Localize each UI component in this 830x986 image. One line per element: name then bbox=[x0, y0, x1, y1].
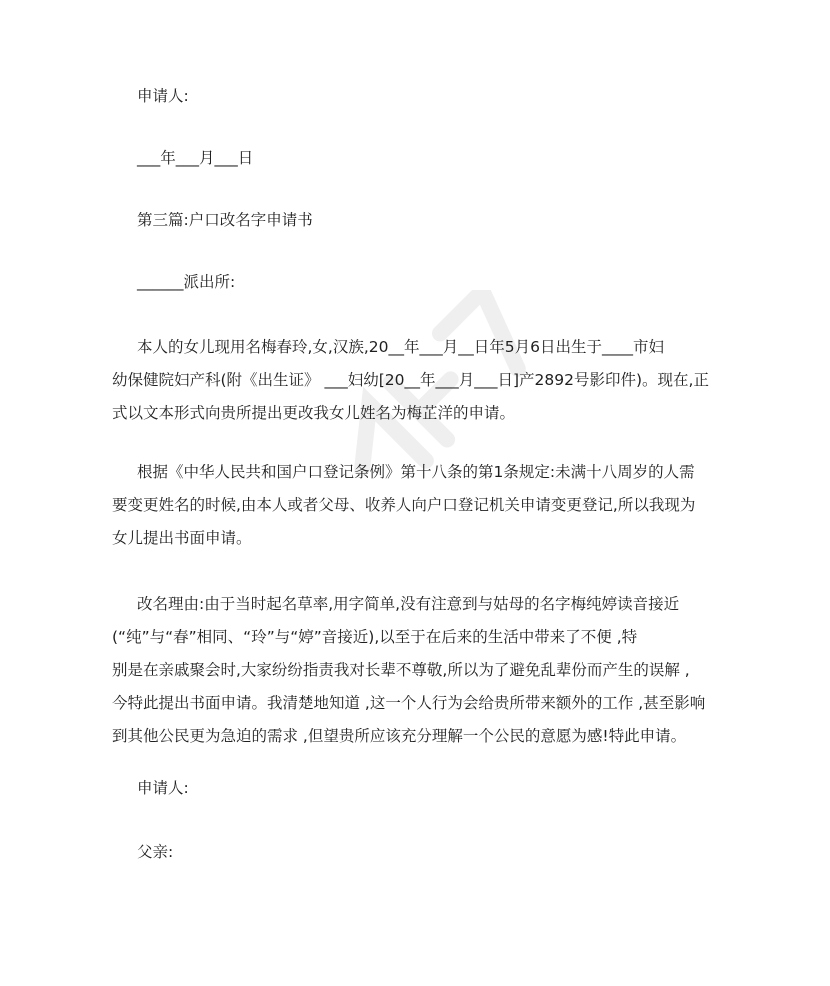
paragraph-line: (“纯”与“春”相同、“玲”与“婷”音接近),以至于在后来的生活中带来了不便 ,特 bbox=[112, 628, 638, 646]
applicant-label-top: 申请人: bbox=[137, 87, 189, 105]
father-label: 父亲: bbox=[137, 843, 174, 861]
paragraph-birth-info bbox=[112, 331, 724, 430]
paragraph-line: 女儿提出书面申请。 bbox=[112, 529, 252, 547]
paragraph-legal-basis bbox=[112, 456, 724, 555]
section-title: 第三篇:户口改名字申请书 bbox=[137, 211, 313, 229]
paragraph-line: 要变更姓名的时候,由本人或者父母、收养人向户口登记机关申请变更登记,所以我现为 bbox=[112, 496, 696, 514]
paragraph-line: 根据《中华人民共和国户口登记条例》第十八条的第1条规定:未满十八周岁的人需 bbox=[137, 463, 695, 481]
paragraph-line: 式以文本形式向贵所提出更改我女儿姓名为梅芷洋的申请。 bbox=[112, 404, 516, 422]
paragraph-line: 到其他公民更为急迫的需求 ,但望贵所应该充分理解一个公民的意愿为感!特此申请。 bbox=[112, 727, 687, 745]
police-station-line: ______派出所: bbox=[137, 273, 236, 291]
applicant-label-bottom: 申请人: bbox=[137, 779, 189, 797]
paragraph-line: 别是在亲戚聚会时,大家纷纷指责我对长辈不尊敬,所以为了避免乱辈份而产生的误解 , bbox=[112, 661, 690, 679]
paragraph-line: 本人的女儿现用名梅春玲,女,汉族,20__年___月__日年5月6日出生于____市妇 bbox=[137, 338, 664, 356]
paragraph-line: 幼保健院妇产科(附《出生证》 ___妇幼[20__年___月___日]产2892号影印件)。现在,正 bbox=[112, 371, 709, 389]
date-line: ___年___月___日 bbox=[137, 149, 254, 167]
paragraph-line: 改名理由:由于当时起名草率,用字简单,没有注意到与姑母的名字梅纯婷读音接近 bbox=[137, 595, 680, 613]
paragraph-line: 今特此提出书面申请。我清楚地知道 ,这一个人行为会给贵所带来额外的工作 ,甚至影响 bbox=[112, 694, 706, 712]
paragraph-reason bbox=[112, 588, 724, 753]
